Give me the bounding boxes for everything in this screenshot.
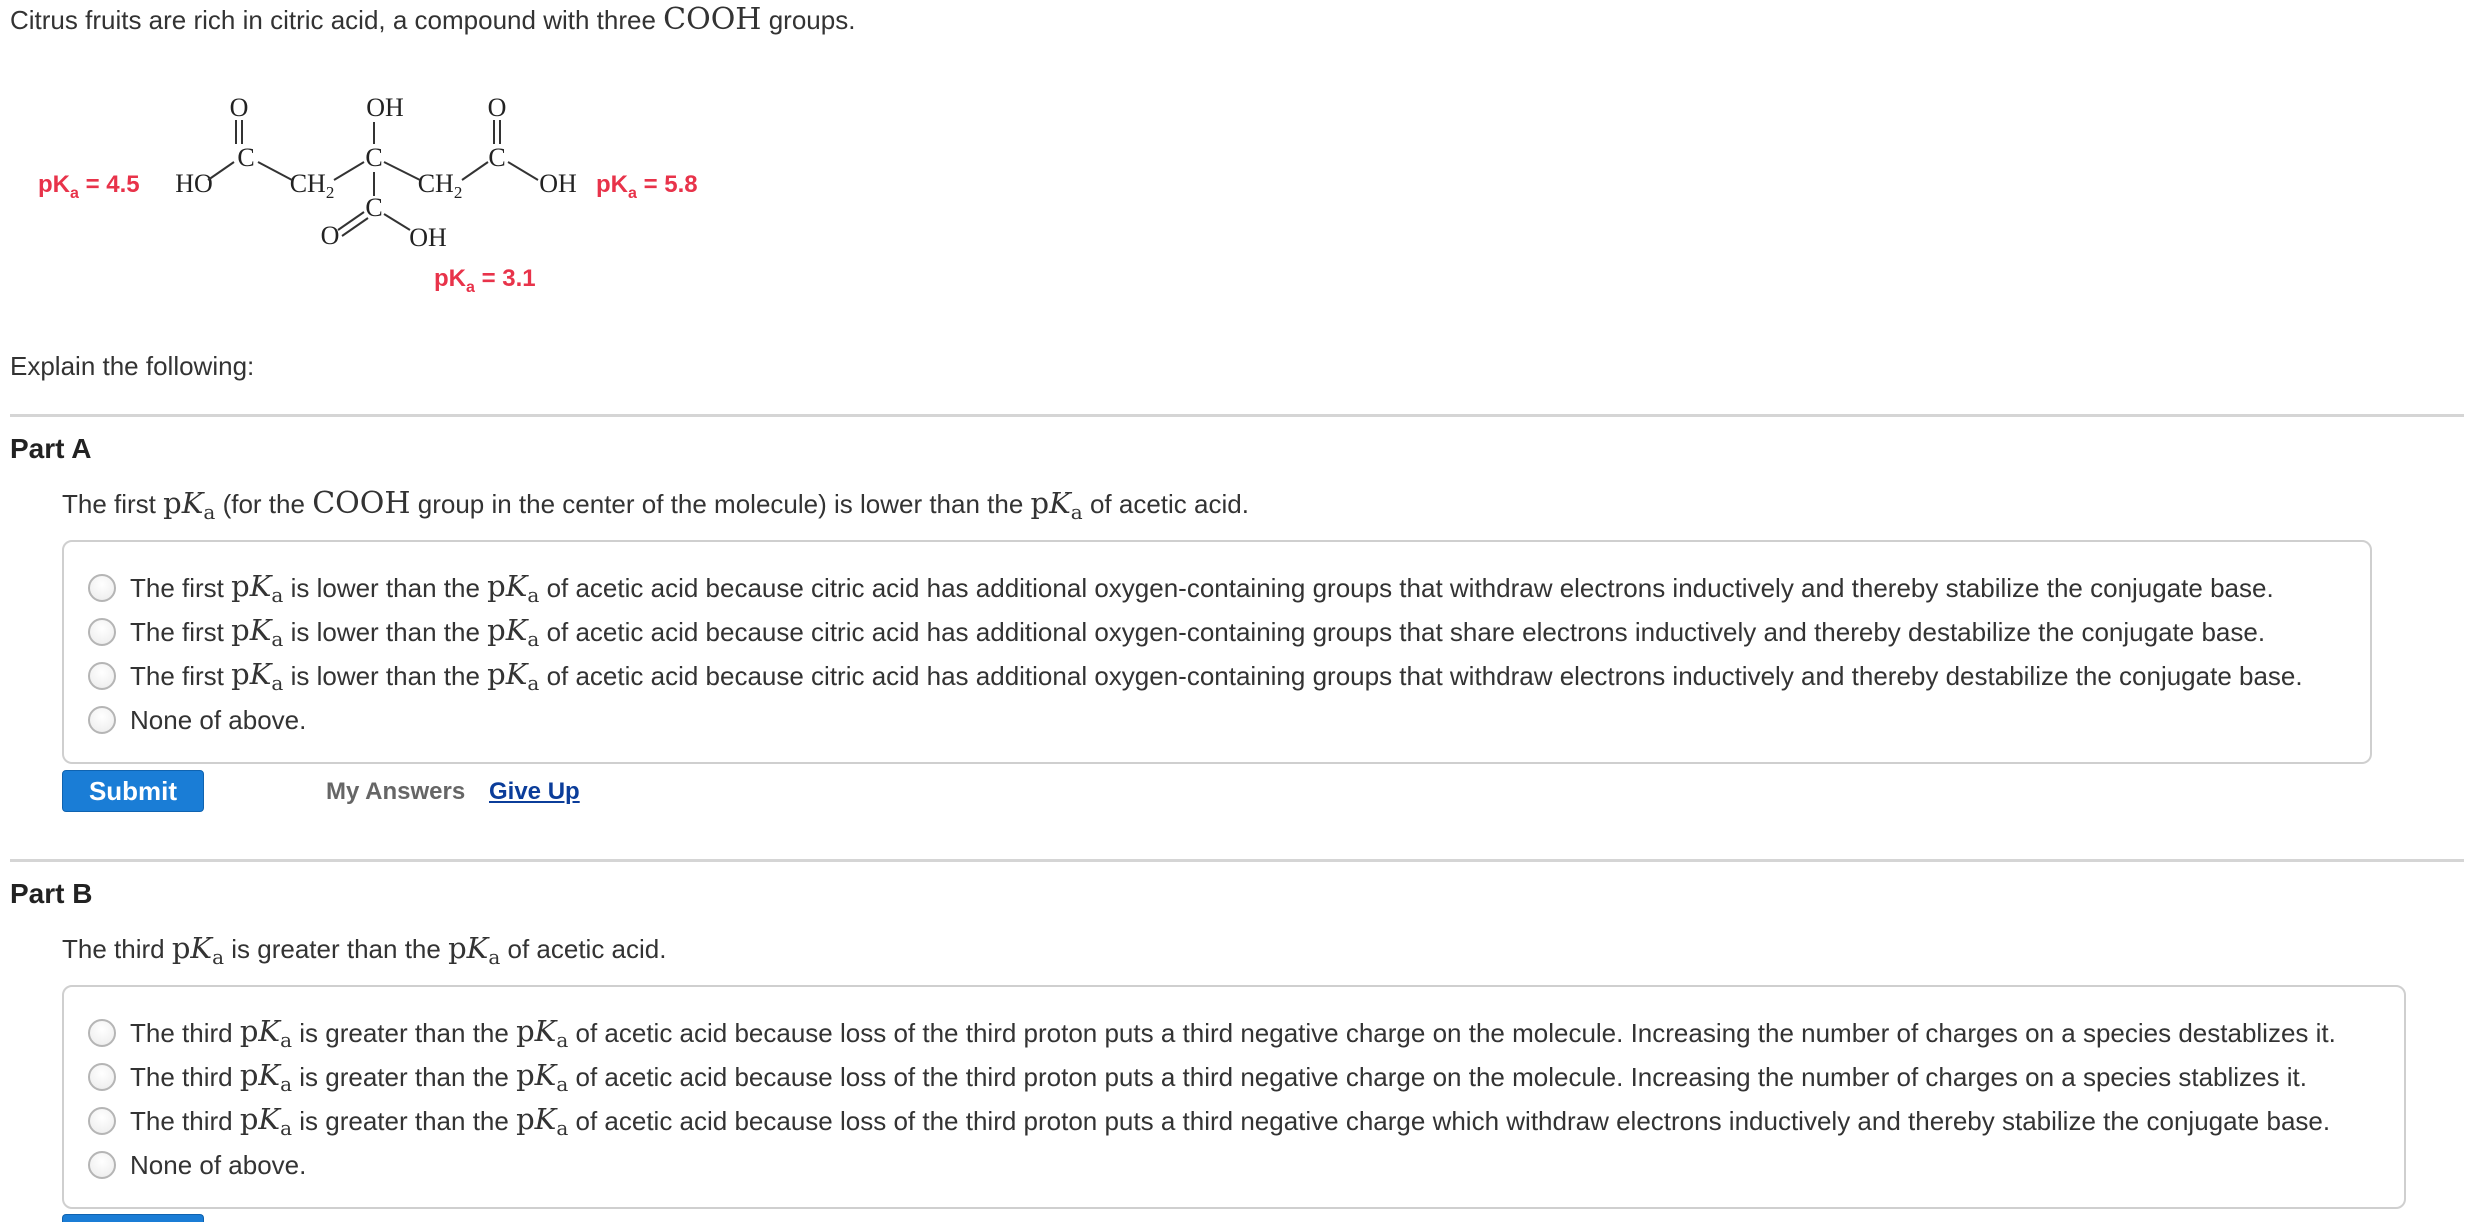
atom-c-left: C bbox=[237, 143, 255, 172]
pka-label-right: $pK_a = 5.8$ bbox=[596, 171, 698, 202]
part-a-statement: The first $pK_a$ (for the COOH group in the center of the molecule) is lower than the $pK_a$ of acetic acid. bbox=[62, 486, 1249, 524]
pka-label-bottom: $pK_a = 3.1$ bbox=[434, 265, 536, 296]
give-up-link[interactable]: Give Up bbox=[489, 778, 580, 805]
part-b-choice-1[interactable]: The third $pK_a$ is greater than the $pK_a$ of acetic acid because loss of the third proton puts a third negative charge on the molecule. Increasing the number of charges on a species destablizes it. bbox=[88, 1013, 2336, 1053]
radio-button[interactable] bbox=[88, 1063, 116, 1091]
atom-oh-top: OH bbox=[366, 93, 404, 122]
part-b-choice-2[interactable]: The third $pK_a$ is greater than the $pK_a$ of acetic acid because loss of the third proton puts a third negative charge on the molecule. Increasing the number of charges on a species stablizes it. bbox=[88, 1057, 2307, 1097]
part-a-choice-4[interactable]: None of above. bbox=[88, 700, 306, 740]
radio-button[interactable] bbox=[88, 1151, 116, 1179]
part-b-divider bbox=[10, 859, 2464, 862]
radio-button[interactable] bbox=[88, 1107, 116, 1135]
part-a-choice-2[interactable]: The first $pK_a$ is lower than the $pK_a$ of acetic acid because citric acid has additional oxygen-containing groups that share electrons inductively and thereby destabilize the conjugate base. bbox=[88, 612, 2265, 652]
part-b-title: Part B bbox=[10, 878, 93, 909]
atom-c-center: C bbox=[365, 143, 383, 172]
part-a-choices bbox=[62, 540, 2372, 764]
my-answers-link[interactable]: My Answers bbox=[326, 778, 466, 805]
intro-text bbox=[10, 2, 855, 38]
radio-button[interactable] bbox=[88, 574, 116, 602]
intro-before: Citrus fruits are rich in citric acid, a compound with three bbox=[10, 5, 656, 35]
part-b-choices bbox=[62, 985, 2406, 1209]
radio-button[interactable] bbox=[88, 662, 116, 690]
atom-oh-bottom: OH bbox=[409, 223, 447, 252]
atom-c-bottom: C bbox=[365, 193, 383, 222]
pka-symbol: $pK_a$ bbox=[448, 931, 501, 969]
intro-formula: COOH bbox=[663, 2, 762, 37]
part-b-choice-3[interactable]: The third $pK_a$ is greater than the $pK_a$ of acetic acid because loss of the third proton puts a third negative charge which withdraw electrons inductively and thereby stabilize the conjugate base. bbox=[88, 1101, 2330, 1141]
radio-button[interactable] bbox=[88, 706, 116, 734]
pka-symbol: $pK_a$ bbox=[171, 931, 225, 969]
part-b-choice-4[interactable]: None of above. bbox=[88, 1145, 306, 1185]
pka-label-left: $pK_a = 4.5$ bbox=[38, 171, 140, 202]
part-a-choice-3[interactable]: The first $pK_a$ is lower than the $pK_a$ of acetic acid because citric acid has additional oxygen-containing groups that withdraw electrons inductively and thereby destabilize the conjugate base. bbox=[88, 656, 2303, 696]
part-a-title: Part A bbox=[10, 433, 92, 464]
citric-acid-structure bbox=[30, 80, 730, 320]
explain-text: Explain the following: bbox=[10, 351, 255, 381]
part-b-statement: The third $pK_a$ is greater than the $pK_a$ of acetic acid. bbox=[62, 931, 667, 969]
atom-o-top-right: O bbox=[487, 93, 507, 122]
atom-ch2-right: $CH_2$ bbox=[417, 169, 463, 202]
part-b-submit-button[interactable] bbox=[62, 1214, 204, 1222]
intro-after: groups. bbox=[768, 5, 856, 35]
atom-oh-right: OH bbox=[539, 169, 577, 198]
part-a-submit-button[interactable]: Submit bbox=[62, 770, 204, 812]
atom-ch2-left: $CH_2$ bbox=[289, 169, 335, 202]
part-a-choice-1[interactable]: The first $pK_a$ is lower than the $pK_a$ of acetic acid because citric acid has additional oxygen-containing groups that withdraw electrons inductively and thereby stabilize the conjugate base. bbox=[88, 568, 2274, 608]
part-a-divider bbox=[10, 414, 2464, 417]
radio-button[interactable] bbox=[88, 618, 116, 646]
atom-c-right: C bbox=[488, 143, 506, 172]
radio-button[interactable] bbox=[88, 1019, 116, 1047]
pka-symbol: $pK_a$ bbox=[1030, 486, 1083, 524]
atom-o-bottom: O bbox=[320, 221, 340, 250]
atom-ho-left: HO bbox=[175, 169, 213, 198]
pka-symbol: $pK_a$ bbox=[163, 486, 216, 524]
atom-o-top-left: O bbox=[229, 93, 249, 122]
